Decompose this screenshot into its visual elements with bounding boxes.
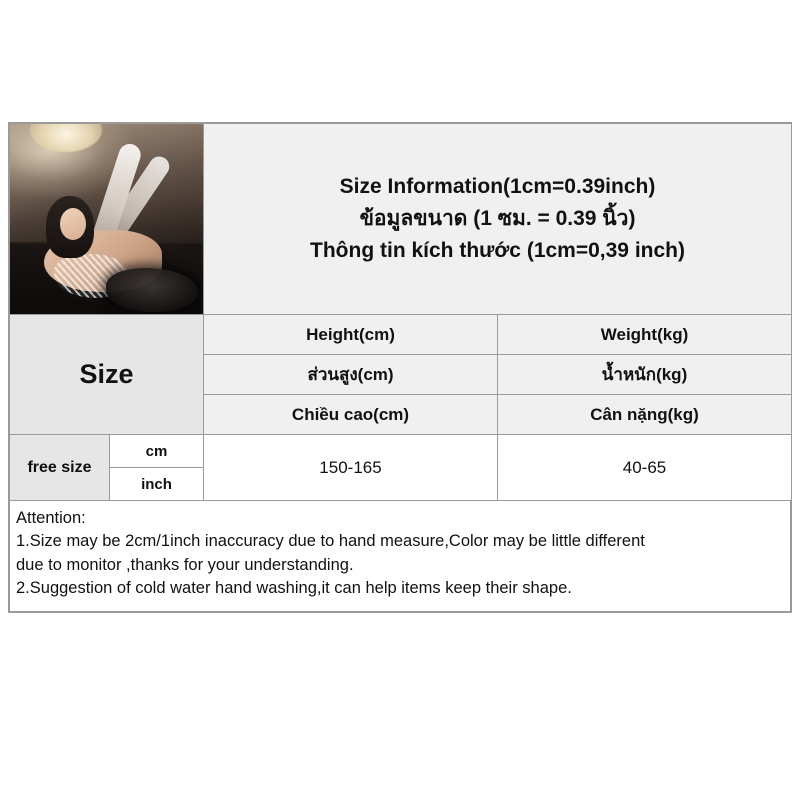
size-chart-table [9,123,792,501]
row-unit-cm: cm [110,435,204,468]
size-information-title-cell [204,124,792,315]
header-weight-vi: Cân nặng(kg) [498,395,792,435]
attention-line-3: 2.Suggestion of cold water hand washing,it can help items keep their shape. [16,579,572,598]
model-photo-cell [10,124,204,315]
row-height-value: 150-165 [204,435,498,501]
attention-heading: Attention: [16,509,86,527]
attention-block [9,501,791,612]
header-weight-th: น้ำหนัก(kg) [498,355,792,395]
row-unit-inch: inch [110,468,204,501]
title-line-thai: ข้อมูลขนาด (1 ซม. = 0.39 นิ้ว) [359,206,636,230]
header-height-th: ส่วนสูง(cm) [204,355,498,395]
attention-line-1: 1.Size may be 2cm/1inch inaccuracy due to hand measure,Color may be little different [16,532,645,551]
model-photo [10,124,204,314]
photo-fur-rug [106,268,198,312]
size-label-cell: Size [10,315,204,435]
attention-line-2: due to monitor ,thanks for your understanding. [16,555,354,574]
table-row-header-en [10,315,792,355]
header-weight-en: Weight(kg) [498,315,792,355]
size-chart-container [8,122,792,613]
row-weight-value: 40-65 [498,435,792,501]
header-height-en: Height(cm) [204,315,498,355]
photo-face [60,208,86,240]
title-line-vietnamese: Thông tin kích thước (1cm=0,39 inch) [310,239,685,263]
header-height-vi: Chiều cao(cm) [204,395,498,435]
title-line-english: Size Information(1cm=0.39inch) [339,174,656,198]
row-size-label: free size [10,435,110,501]
table-row-freesize-cm [10,435,792,468]
table-row-title [10,124,792,315]
